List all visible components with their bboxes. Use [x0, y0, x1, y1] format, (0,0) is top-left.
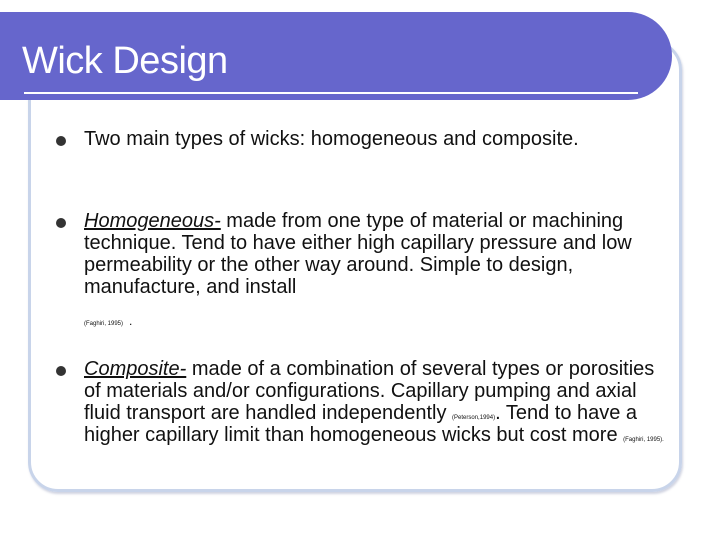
term-composite: Composite-	[84, 358, 187, 380]
bullet-text	[84, 358, 676, 446]
bullet-text	[84, 210, 676, 327]
slide-title: Wick Design	[22, 40, 228, 82]
citation-line	[84, 314, 676, 327]
bullet-2-text: made from one type of material or machining technique. Tend to have either high capillary pressure and low permeability or the other way around. Simple to design, manufacture, and install	[84, 210, 632, 298]
bullet-item	[56, 128, 676, 150]
title-bar	[0, 12, 672, 100]
citation: (Faghiri, 1995)	[623, 437, 663, 443]
bullet-1-text: Two main types of wicks: homogeneous and composite.	[84, 128, 579, 150]
bullet-item	[56, 210, 676, 327]
citation: (Peterson,1994)	[452, 415, 496, 421]
bullet-text	[84, 128, 676, 150]
bullet-dot-icon	[56, 366, 66, 376]
citation-period: .	[129, 314, 133, 328]
citation: (Faghiri, 1995)	[84, 321, 124, 327]
bullet-3-text-b: . Tend to have a higher capillary limit than homogeneous wicks but cost more	[84, 402, 638, 446]
term-homogeneous: Homogeneous-	[84, 210, 221, 232]
bullet-dot-icon	[56, 136, 66, 146]
bullet-dot-icon	[56, 218, 66, 228]
bullet-3-text-a: made of a combination of several types or porosities of materials and/or configurations. Capillary pumping and axial fluid transport are handled independently	[84, 358, 655, 424]
citation-period: .	[662, 437, 664, 443]
bullet-item	[56, 358, 676, 446]
